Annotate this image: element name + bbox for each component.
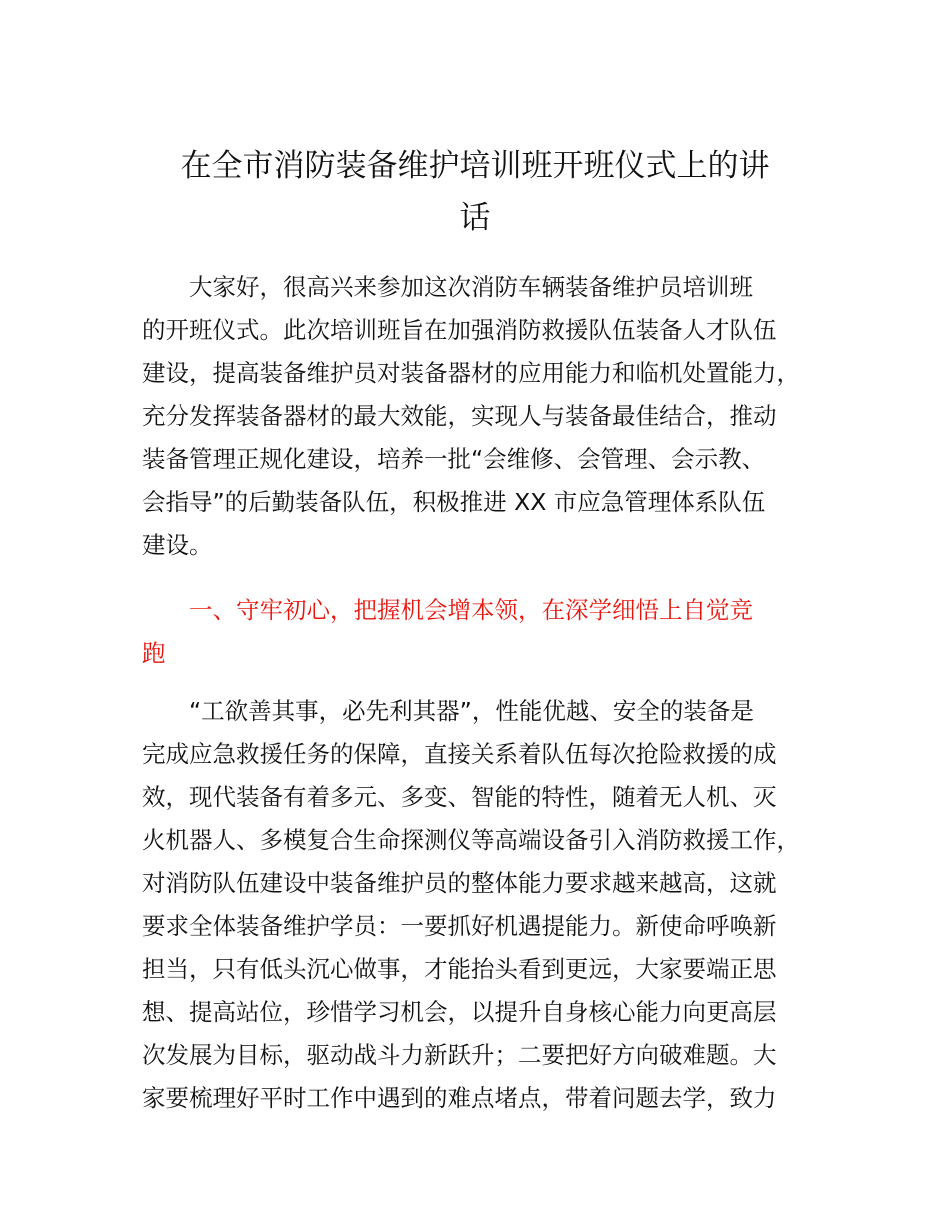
paragraph-line: 装备管理正规化建设，培养一批“会维修、会管理、会示教、 [142,445,766,473]
paragraph-line: 担当，只有低头沉心做事，才能抬头看到更远，大家要端正思 [142,955,777,983]
paragraph-line: 火机器人、多模复合生命探测仪等高端设备引入消防救援工作， [142,826,800,854]
paragraph-line: 建设。 [142,531,213,559]
heading-line: 一、守牢初心，把握机会增本领，在深学细悟上自觉竞 [189,596,753,624]
title-line: 在全市消防装备维护培训班开班仪式上的讲 [180,148,770,184]
paragraph-line: 效，现代装备有着多元、多变、智能的特性，随着无人机、灭 [142,783,777,811]
paragraph-line: 会指导”的后勤装备队伍，积极推进 XX 市应急管理体系队伍 [142,488,766,516]
paragraph-line: 建设，提高装备维护员对装备器材的应用能力和临机处置能力， [142,359,800,387]
paragraph-line: 充分发挥装备器材的最大效能，实现人与装备最佳结合，推动 [142,402,777,430]
paragraph-line: 完成应急救援任务的保障，直接关系着队伍每次抢险救援的成 [142,740,777,768]
paragraph-line: “工欲善其事，必先利其器”，性能优越、安全的装备是 [189,697,754,725]
paragraph-line: 次发展为目标，驱动战斗力新跃升；二要把好方向破难题。大 [142,1041,777,1069]
title-line: 话 [459,200,491,236]
section-heading-1 [142,589,832,675]
paragraph-line: 对消防队伍建设中装备维护员的整体能力要求越来越高，这就 [142,869,777,897]
paragraph-line: 想、提高站位，珍惜学习机会，以提升自身核心能力向更高层 [142,998,777,1026]
paragraph-section-1 [142,690,832,1120]
paragraph-line: 要求全体装备维护学员：一要抓好机遇提能力。新使命呼唤新 [142,912,777,940]
paragraph-line: 家要梳理好平时工作中遇到的难点堵点，带着问题去学，致力 [142,1084,777,1112]
heading-line: 跑 [142,639,166,667]
paragraph-line: 的开班仪式。此次培训班旨在加强消防救援队伍装备人才队伍 [142,316,777,344]
paragraph-greeting [142,266,832,567]
paragraph-line: 大家好，很高兴来参加这次消防车辆装备维护员培训班 [189,273,753,301]
document-title [140,140,810,244]
